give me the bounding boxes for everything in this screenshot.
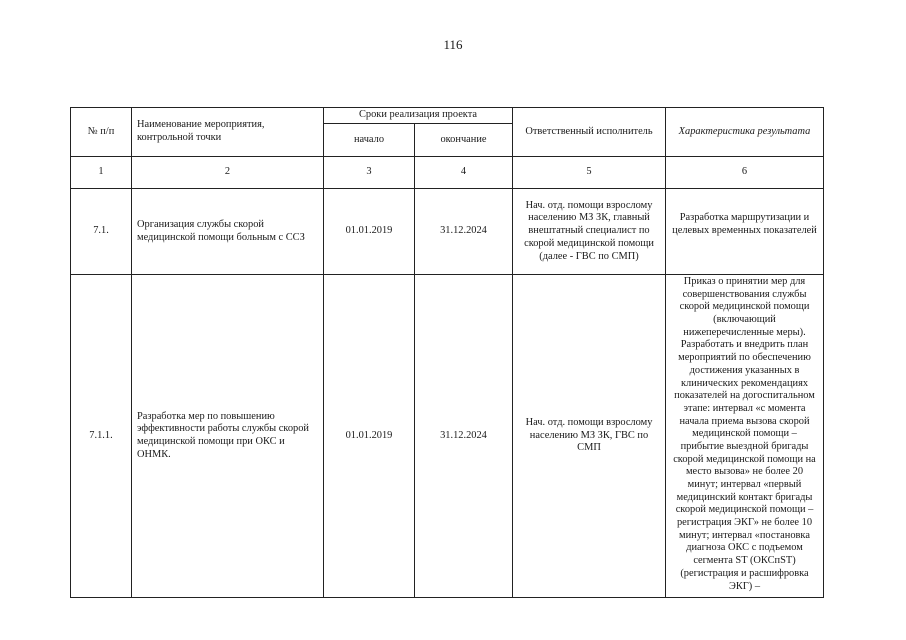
table-row (71, 189, 824, 275)
row-end-date: 31.12.2024 (415, 275, 513, 598)
column-number: 5 (513, 157, 666, 189)
header-start: начало (324, 124, 415, 157)
project-plan-table (70, 107, 824, 598)
row-end-date: 31.12.2024 (415, 189, 513, 275)
column-number: 1 (71, 157, 132, 189)
column-number: 6 (666, 157, 824, 189)
table-row (71, 275, 824, 598)
row-start-date: 01.01.2019 (324, 189, 415, 275)
column-number: 3 (324, 157, 415, 189)
header-result: Характеристика результата (666, 108, 824, 157)
row-event-name: Организация службы скорой медицинской помощи больным с ССЗ (132, 189, 324, 275)
row-number: 7.1.1. (71, 275, 132, 598)
column-number: 4 (415, 157, 513, 189)
header-end: окончание (415, 124, 513, 157)
column-number: 2 (132, 157, 324, 189)
page-number: 116 (443, 37, 463, 52)
row-start-date: 01.01.2019 (324, 275, 415, 598)
header-implementation-period: Сроки реализация проекта (324, 108, 513, 124)
row-responsible: Нач. отд. помощи взрослому населению МЗ ЗК, ГВС по СМП (513, 275, 666, 598)
row-result: Разработка маршрутизации и целевых временных показателей (666, 189, 824, 275)
header-number: № п/п (71, 108, 132, 157)
header-event-name: Наименование мероприятия, контрольной точки (132, 108, 324, 157)
header-responsible: Ответственный исполнитель (513, 108, 666, 157)
row-number: 7.1. (71, 189, 132, 275)
row-responsible: Нач. отд. помощи взрослому населению МЗ ЗК, главный внештатный специалист по скорой медицинской помощи (далее - ГВС по СМП) (513, 189, 666, 275)
row-result: Приказ о принятии мер для совершенствования службы скорой медицинской помощи (включающий нижеперечисленные меры). Разработать и внедрить план мероприятий по обеспечению достижения указанных в клинических рекомендациях показателей на догоспитальном этапе: интервал «с момента начала приема вызова скорой медицинской помощи – прибытие выездной бригады скорой медицинской помощи на место вызова» не более 20 минут; интервал «первый медицинский контакт бригады скорой медицинской помощи – регистрация ЭКГ» не более 10 минут; интервал «постановка диагноза ОКС с подъемом сегмента ST (ОКСпST) (регистрация и расшифровка ЭКГ) – (666, 275, 824, 598)
row-event-name: Разработка мер по повышению эффективности работы службы скорой медицинской помощи при ОКС и ОНМК. (132, 275, 324, 598)
column-numbers-row (71, 157, 824, 189)
